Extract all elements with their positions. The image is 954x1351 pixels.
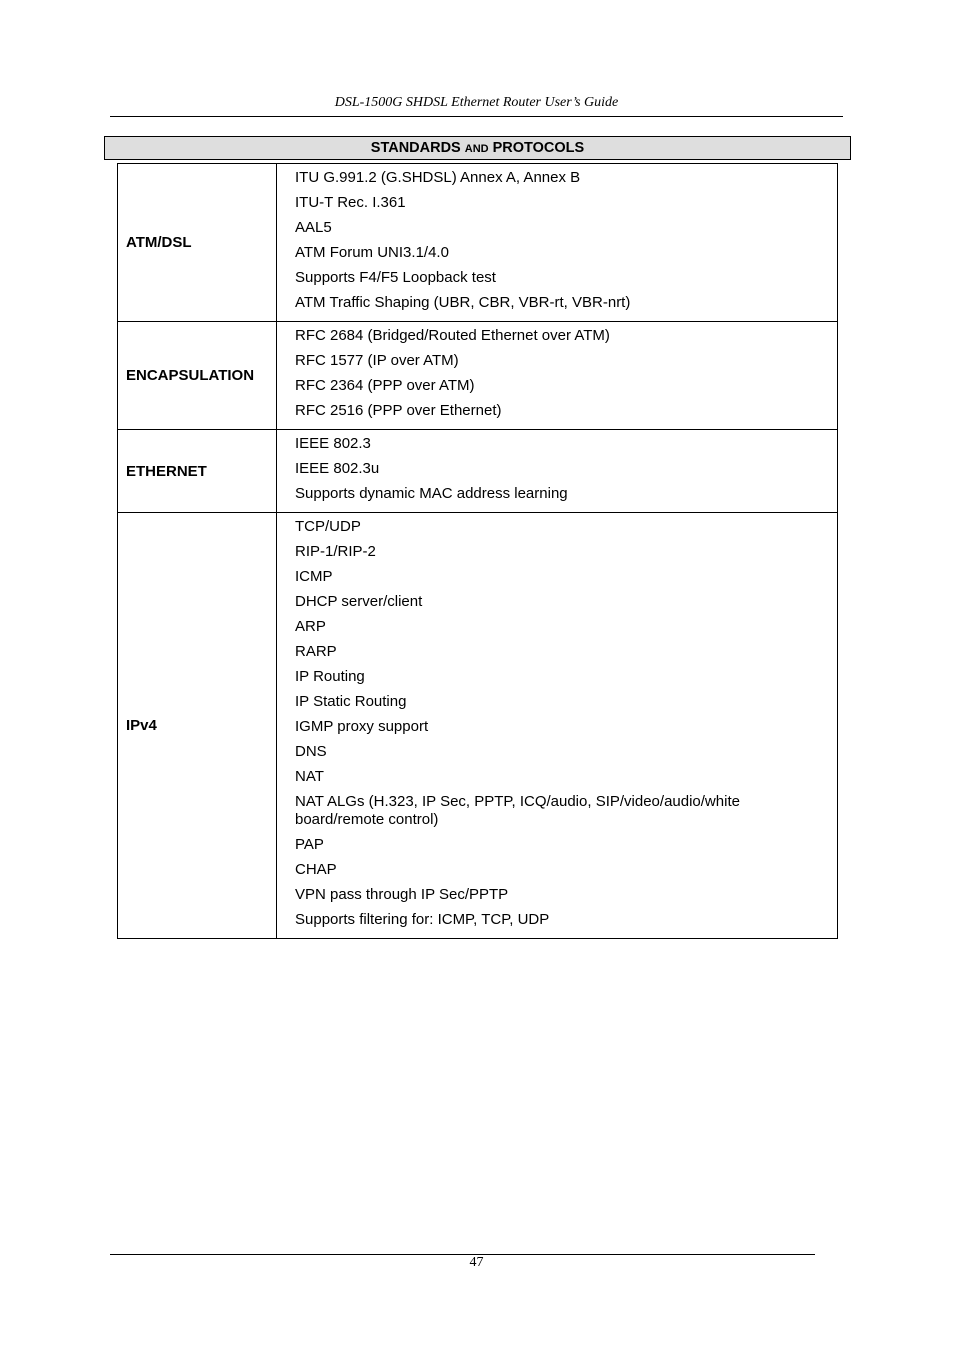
list-item: ATM Forum UNI3.1/4.0 — [295, 244, 449, 261]
category-cell: ENCAPSULATION — [118, 322, 277, 430]
list-item: DHCP server/client — [295, 593, 423, 610]
list-item: TCP/UDP — [295, 518, 361, 535]
list-item: RFC 2364 (PPP over ATM) — [295, 377, 475, 394]
list-item: RFC 2516 (PPP over Ethernet) — [295, 402, 502, 419]
category-cell: ATM/DSL — [118, 164, 277, 322]
page-number: 47 — [469, 1255, 484, 1270]
list-item: RFC 1577 (IP over ATM) — [295, 352, 459, 369]
items-cell — [277, 164, 838, 322]
banner-text-and: AND — [464, 143, 489, 155]
category-cell: ETHERNET — [118, 430, 277, 513]
list-item: Supports filtering for: ICMP, TCP, UDP — [295, 911, 550, 928]
list-item: DNS — [295, 743, 327, 760]
list-item: RARP — [295, 643, 337, 660]
list-item: RIP-1/RIP-2 — [295, 543, 376, 560]
table-row-ethernet — [118, 430, 838, 513]
table-row-ipv4 — [118, 513, 838, 939]
section-banner — [104, 136, 851, 160]
list-item: NAT ALGs (H.323, IP Sec, PPTP, ICQ/audio, SIP/video/audio/white board/remote control) — [295, 793, 740, 828]
list-item: Supports F4/F5 Loopback test — [295, 269, 496, 286]
banner-text-protocols: PROTOCOLS — [488, 140, 585, 156]
header-divider — [110, 116, 843, 117]
list-item: AAL5 — [295, 219, 332, 236]
list-item: ITU G.991.2 (G.SHDSL) Annex A, Annex B — [295, 169, 581, 186]
list-item: IEEE 802.3u — [295, 460, 380, 477]
list-item: ICMP — [295, 568, 333, 585]
document-header-title: DSL-1500G SHDSL Ethernet Router User’s Guide — [334, 95, 619, 110]
list-item: CHAP — [295, 861, 337, 878]
list-item: IP Static Routing — [295, 693, 407, 710]
list-item: VPN pass through IP Sec/PPTP — [295, 886, 509, 903]
list-item: IP Routing — [295, 668, 365, 685]
list-item: NAT — [295, 768, 324, 785]
list-item: Supports dynamic MAC address learning — [295, 485, 568, 502]
list-item: IEEE 802.3 — [295, 435, 371, 452]
list-item: ATM Traffic Shaping (UBR, CBR, VBR-rt, VBR-nrt) — [295, 294, 631, 311]
items-cell — [277, 322, 838, 430]
list-item: RFC 2684 (Bridged/Routed Ethernet over ATM) — [295, 327, 610, 344]
category-cell: IPv4 — [118, 513, 277, 939]
table-row-encapsulation — [118, 322, 838, 430]
items-cell — [277, 513, 838, 939]
list-item: ARP — [295, 618, 326, 635]
list-item: PAP — [295, 836, 324, 853]
list-item: ITU-T Rec. I.361 — [295, 194, 406, 211]
standards-protocols-table — [117, 163, 838, 939]
banner-text-standards: STANDARDS — [370, 140, 465, 156]
table-row-atm-dsl — [118, 164, 838, 322]
items-cell — [277, 430, 838, 513]
list-item: IGMP proxy support — [295, 718, 429, 735]
